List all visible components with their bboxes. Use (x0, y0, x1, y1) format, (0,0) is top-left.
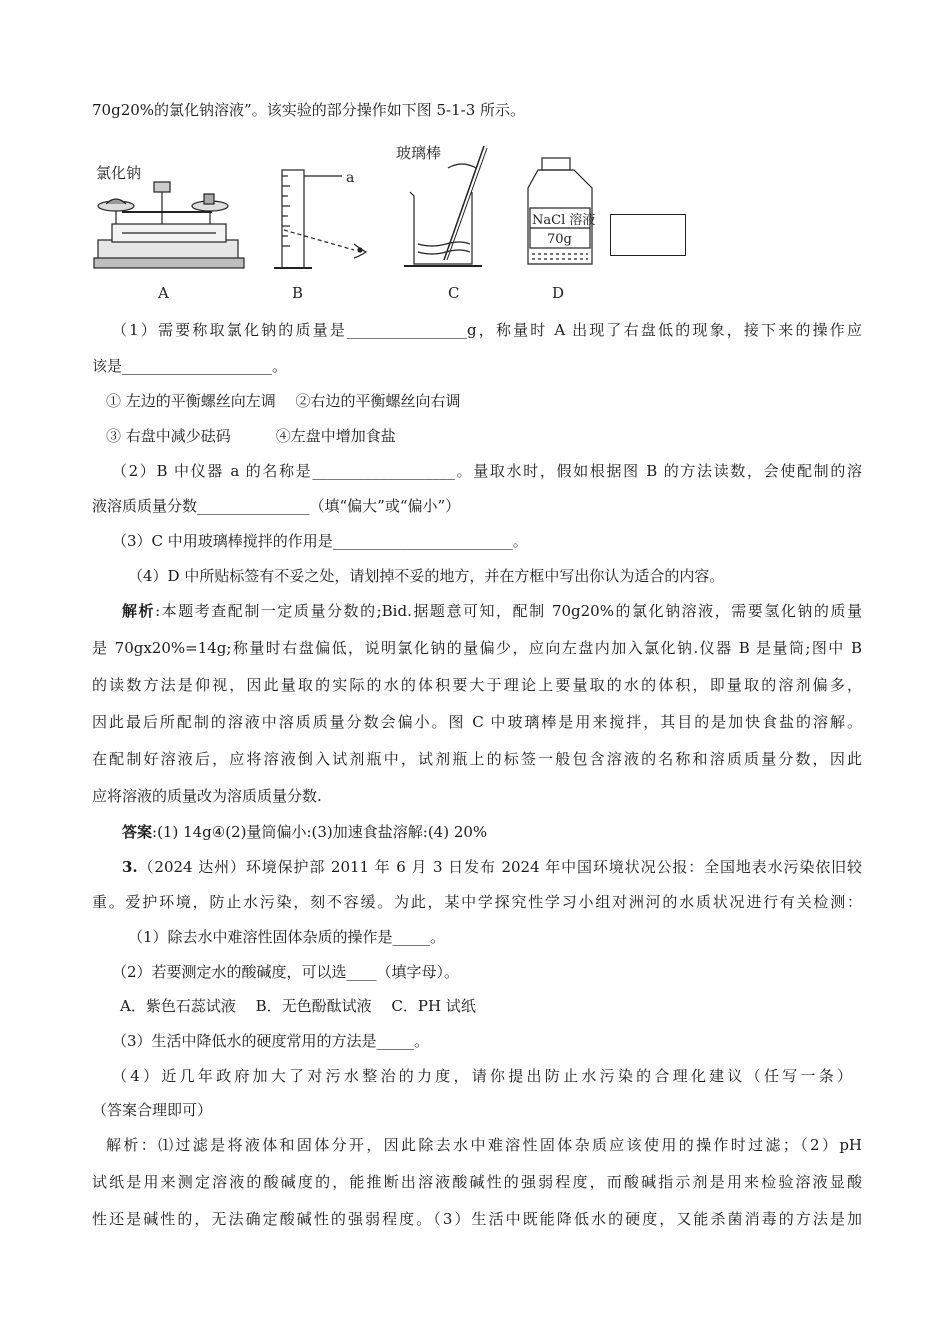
bottle-label-line2: 70g (547, 232, 572, 247)
text-line: 该是____________________。 (92, 357, 288, 375)
text-line: 重。爱护环境，防止水污染，刻不容缓。为此，某中学探究性学习小组对洲河的水质状况进行有关检测： (92, 893, 862, 911)
answer-line: 答案:(1) 14g④(2)量筒偏小:(3)加速食盐溶解:(4) 20% (122, 823, 488, 841)
analysis-line: 因此最后所配制的溶液中溶质质量分数会偏小。图 C 中玻璃棒是用来搅拌，其目的是加快食盐的溶解。 (92, 713, 862, 731)
question-3: （3）C 中用玻璃棒搅拌的作用是________________________。 (112, 532, 528, 550)
question-4: （4）D 中所贴标签有不妥之处，请划掉不妥的地方，并在方框中写出你认为适合的内容。 (128, 567, 725, 585)
text-line: （答案合理即可） (92, 1101, 213, 1119)
analysis-label: 解析 (122, 602, 156, 620)
answer-box (610, 214, 686, 256)
option-line: ③ 右盘中减少砝码 ④左盘中增加食盐 (106, 427, 396, 445)
bottle-label-line1: NaCl 溶液 (532, 213, 596, 228)
analysis-line: 应将溶液的质量改为溶质质量分数. (92, 787, 322, 805)
option-line: ① 左边的平衡螺丝向左调 ②右边的平衡螺丝向右调 (106, 392, 461, 410)
caption-d: D (552, 284, 565, 302)
analysis-line: 的读数方法是仰视，因此量取的实际的水的体积要大于理论上要量取的水的体积，即量取的溶剂偏多， (92, 676, 862, 694)
bottle-illustration (528, 158, 592, 264)
option-line: A．紫色石蕊试液 B．无色酚酞试液 C．PH 试纸 (120, 997, 476, 1015)
question-2: （2）B 中仪器 a 的名称是___________________。量取水时，假如根据图 B 的方法读数，会使配制的溶 (112, 462, 862, 480)
sub-question: （3）生活中降低水的硬度常用的方法是_____。 (112, 1032, 430, 1050)
sub-question: （1）除去水中难溶性固体杂质的操作是_____。 (128, 928, 446, 946)
figure-label-nacl: 氯化钠 (96, 164, 142, 182)
question-1: （1）需要称取氯化钠的质量是________________g，称量时 A 出现了右盘低的现象，接下来的操作应 (112, 321, 862, 339)
figure-label-rod: 玻璃棒 (396, 144, 442, 162)
analysis-line: 性还是碱性的，无法确定酸碱性的强弱程度。（3）生活中既能降低水的硬度，又能杀菌消毒的方法是加 (92, 1210, 862, 1228)
caption-a: A (158, 284, 169, 302)
analysis-line: 是 70gx20%=14g;称量时右盘偏低，说明氯化钠的量偏少，应向左盘内加入氯化钠.仪器 B 是量筒;图中 B (92, 639, 862, 657)
balance-illustration (94, 182, 244, 268)
sub-question: （2）若要测定水的酸碱度，可以选____（填字母）。 (112, 963, 460, 981)
question-number: 3. (122, 858, 138, 876)
answer-label: 答案 (122, 823, 153, 841)
caption-c: C (448, 284, 460, 302)
caption-b: B (292, 284, 304, 302)
sub-question: （4）近几年政府加大了对污水整治的力度，请你提出防止水污染的合理化建议（任写一条） (112, 1067, 852, 1085)
figure-label-a: a (346, 170, 355, 186)
analysis-line: 解析:本题考查配制一定质量分数的;Bid.据题意可知，配制 70g20%的氯化钠溶液，需要氢化钠的质量 (122, 602, 862, 620)
question-3-heading: 3.（2024 达州）环境保护部 2011 年 6 月 3 日发布 2024 年中国环境状况公报：全国地表水污染依旧较 (122, 858, 862, 876)
analysis-line: 在配制好溶液后，应将溶液倒入试剂瓶中，试剂瓶上的标签一般包含溶液的名称和溶质质量分数，因此 (92, 750, 862, 768)
text-line: 液溶质质量分数_______________（填“偏大”或“偏小”） (92, 497, 461, 515)
text-line: 70g20%的氯化钠溶液”。该实验的部分操作如下图 5-1-3 所示。 (92, 101, 526, 119)
analysis-line: 试纸是用来测定溶液的酸碱度的，能推断出溶液酸碱性的强弱程度，而酸碱指示剂是用来检验溶液显酸 (92, 1173, 862, 1191)
beaker-illustration (404, 146, 487, 266)
analysis-line: 解析：⑴过滤是将液体和固体分开，因此除去水中难溶性固体杂质应该使用的操作时过滤；（2）pH (106, 1136, 862, 1154)
